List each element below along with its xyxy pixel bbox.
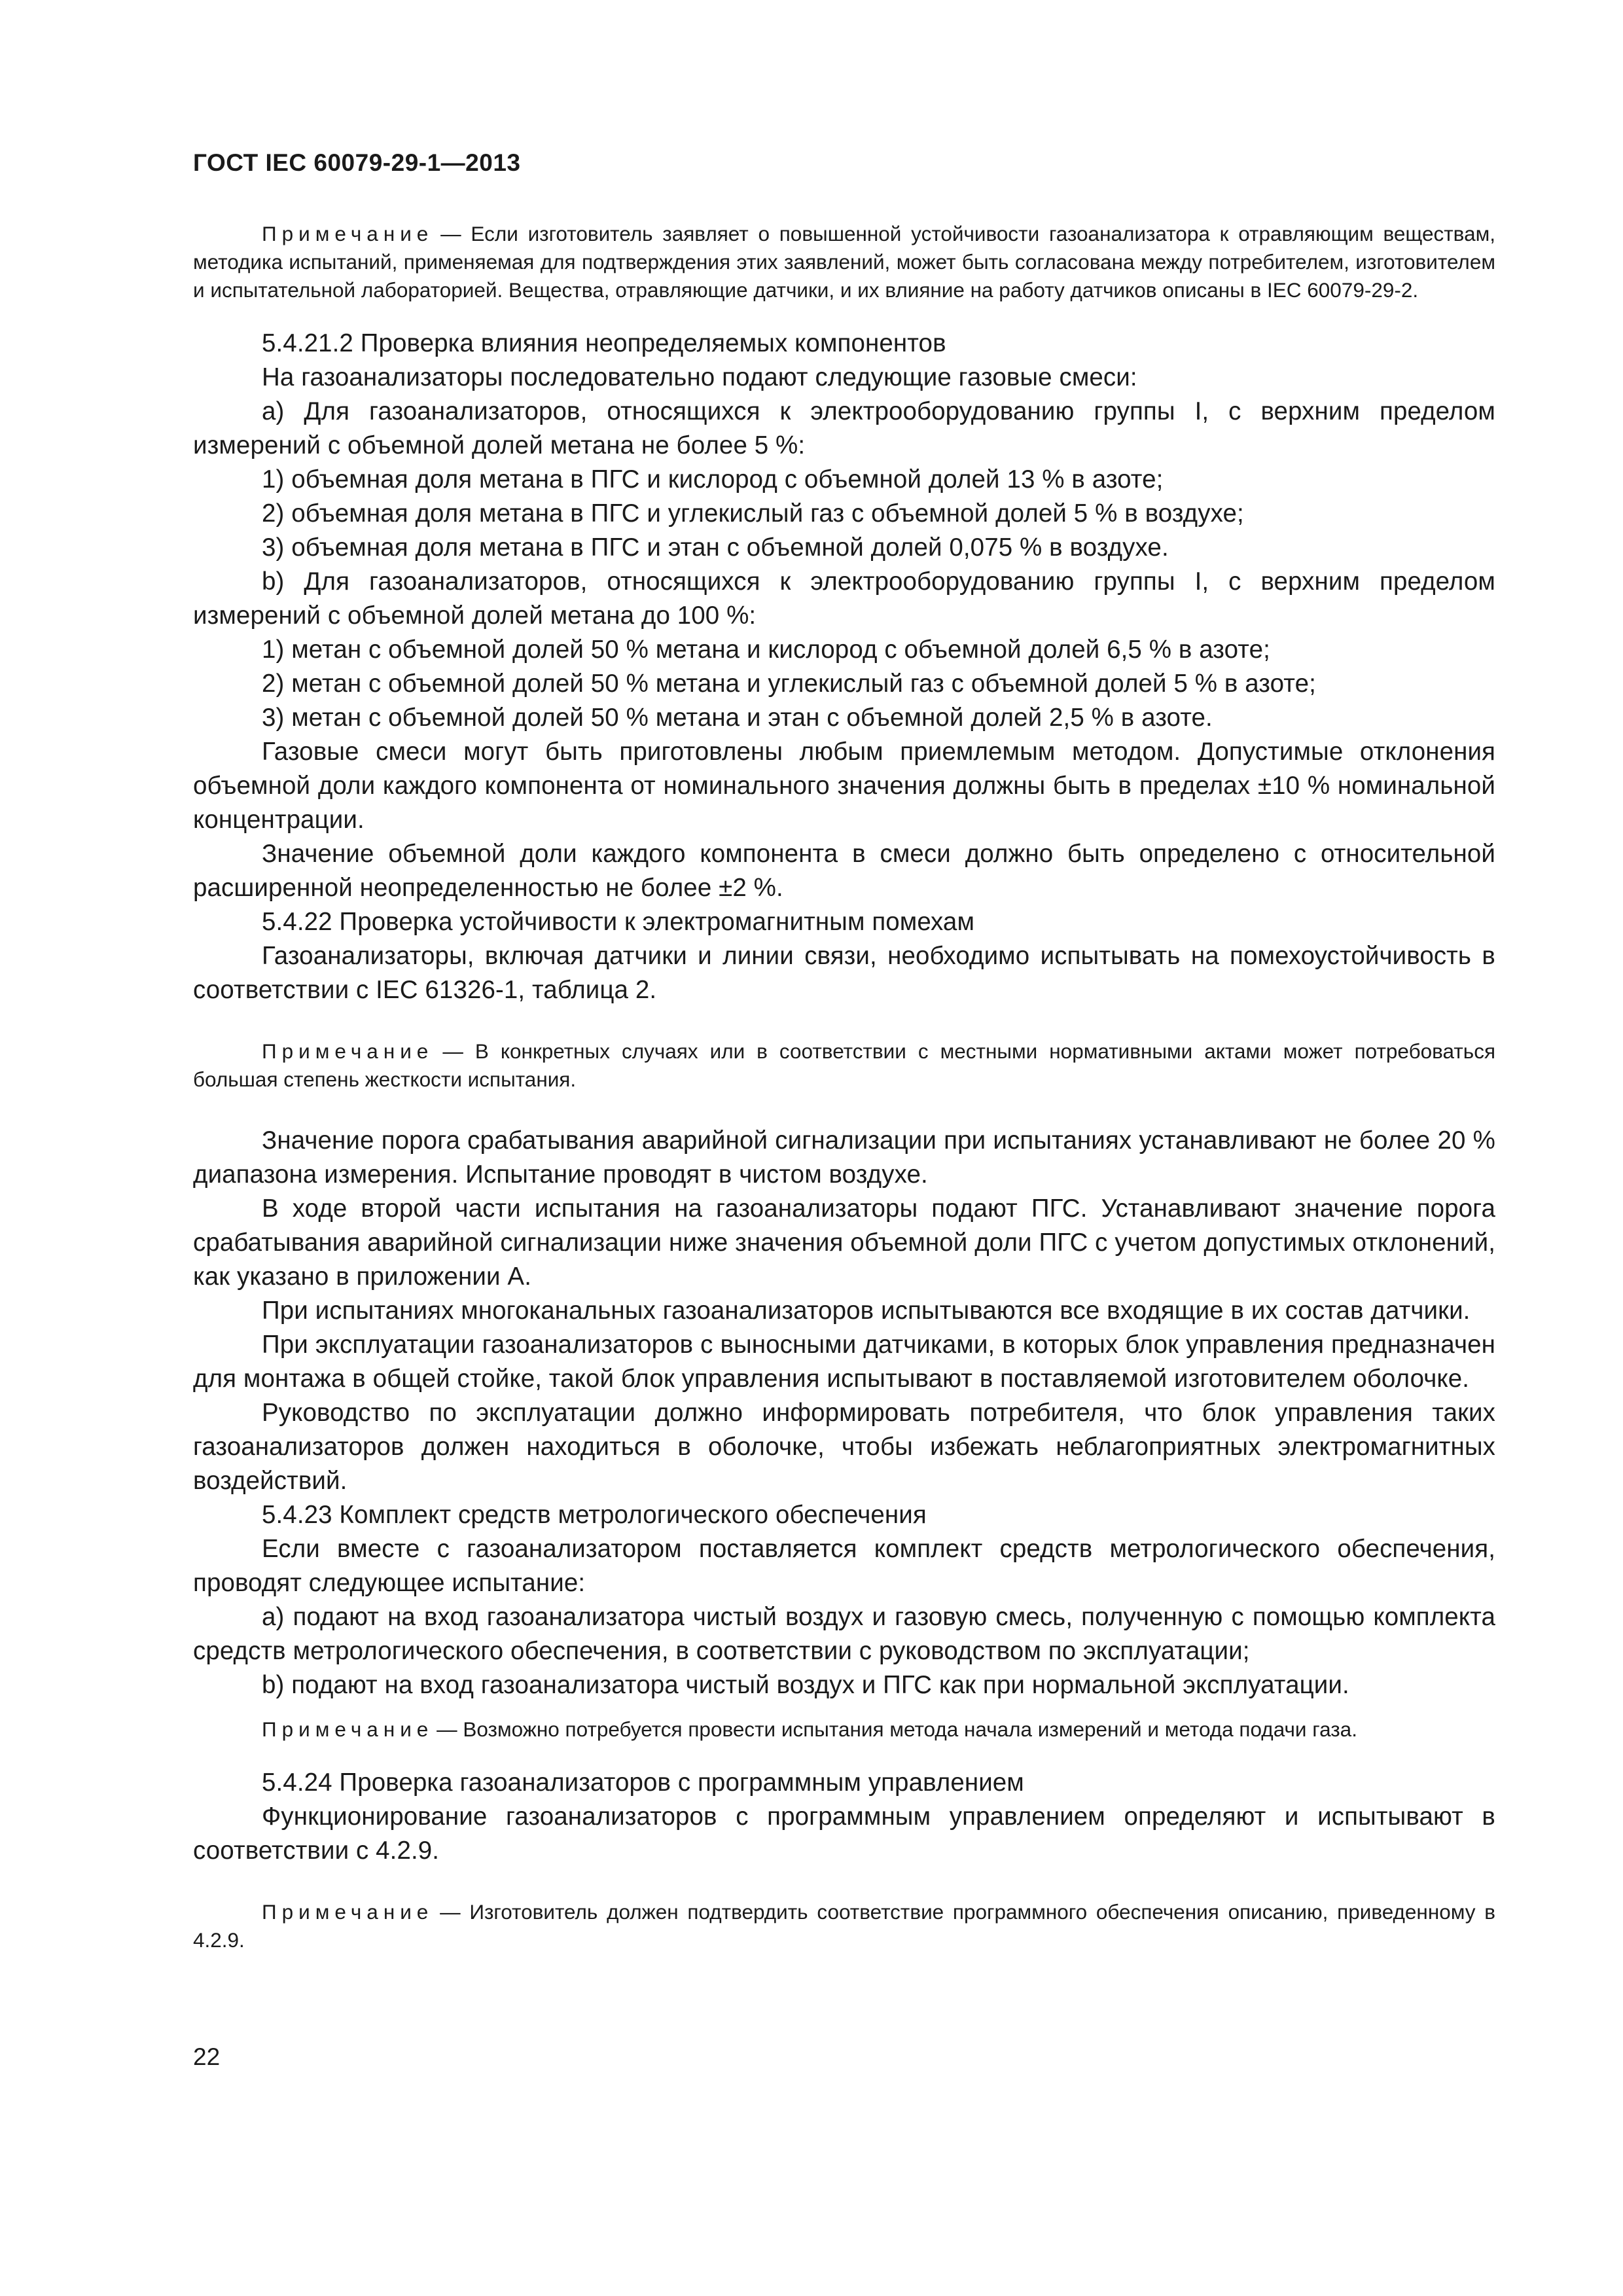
- note-label: Примечание: [262, 1039, 434, 1063]
- paragraph: Значение порога срабатывания аварийной сигнализации при испытаниях устанавливают не более 20 % диапазона измерения. Испытание проводят в чистом воздухе.: [193, 1126, 1495, 1189]
- note-text: — Если изготовитель заявляет о повышенной устойчивости газоанализатора к отравляющим веществам, методика испытаний, применяемая для подтверждения этих заявлений, может быть согласована между потребителем, изготовителем и испытательной лабораторией. Вещества, отравляющие датчики, и их влияние на работу датчиков описаны в IEC 60079-29-2.: [193, 222, 1495, 302]
- document-body: [193, 220, 1495, 1954]
- list-item: a) подают на вход газоанализатора чистый воздух и газовую смесь, полученную с помощью комплекта средств метрологического обеспечения, в соответствии с руководством по эксплуатации;: [193, 1603, 1495, 1665]
- paragraph: Руководство по эксплуатации должно информировать потребителя, что блок управления таких газоанализаторов должен находиться в оболочке, чтобы избежать неблагоприятных электромагнитных воздействий.: [193, 1399, 1495, 1495]
- section-heading-5-4-21-2: 5.4.21.2 Проверка влияния неопределяемых компонентов: [262, 329, 946, 357]
- paragraph: Газоанализаторы, включая датчики и линии связи, необходимо испытывать на помехоустойчивость в соответствии с IEC 61326-1, таблица 2.: [193, 942, 1495, 1004]
- list-item: b) подают на вход газоанализатора чистый воздух и ПГС как при нормальной эксплуатации.: [262, 1671, 1349, 1699]
- section-heading-5-4-22: 5.4.22 Проверка устойчивости к электромагнитным помехам: [262, 908, 975, 936]
- list-item: 3) метан с объемной долей 50 % метана и этан с объемной долей 2,5 % в азоте.: [262, 704, 1213, 732]
- list-item: a) Для газоанализаторов, относящихся к электрооборудованию группы I, с верхним пределом измерений с объемной долей метана не более 5 %:: [193, 397, 1495, 459]
- list-item: 2) объемная доля метана в ПГС и углекислый газ с объемной долей 5 % в воздухе;: [262, 499, 1244, 528]
- page-number: 22: [193, 2043, 221, 2070]
- note-label: Примечание: [262, 222, 434, 245]
- note-4: [193, 1898, 1495, 1954]
- note-text: — В конкретных случаях или в соответствии с местными нормативными актами может потребоваться большая степень жесткости испытания.: [193, 1039, 1495, 1091]
- list-item: 3) объемная доля метана в ПГС и этан с объемной долей 0,075 % в воздухе.: [262, 533, 1169, 562]
- note-label: Примечание: [262, 1717, 434, 1741]
- note-text: — Возможно потребуется провести испытания метода начала измерений и метода подачи газа.: [437, 1717, 1357, 1741]
- section-heading-5-4-24: 5.4.24 Проверка газоанализаторов с программным управлением: [262, 1768, 1024, 1797]
- paragraph: Функционирование газоанализаторов с программным управлением определяют и испытывают в соответствии с 4.2.9.: [193, 1803, 1495, 1865]
- paragraph: На газоанализаторы последовательно подают следующие газовые смеси:: [262, 363, 1137, 391]
- section-heading-5-4-23: 5.4.23 Комплект средств метрологического обеспечения: [262, 1501, 927, 1529]
- document-header: ГОСТ IEC 60079-29-1—2013: [193, 149, 521, 176]
- note-1: [193, 220, 1495, 304]
- list-item: 1) объемная доля метана в ПГС и кислород с объемной долей 13 % в азоте;: [262, 465, 1164, 493]
- note-3: [193, 1715, 1495, 1744]
- list-item: 2) метан с объемной долей 50 % метана и углекислый газ с объемной долей 5 % в азоте;: [262, 670, 1316, 698]
- note-2: [193, 1037, 1495, 1094]
- paragraph: В ходе второй части испытания на газоанализаторы подают ПГС. Устанавливают значение порога срабатывания аварийной сигнализации ниже значения объемной доли ПГС с учетом допустимых отклонений, как указано в приложении А.: [193, 1194, 1495, 1291]
- paragraph: Газовые смеси могут быть приготовлены любым приемлемым методом. Допустимые отклонения объемной доли каждого компонента от номинального значения должны быть в пределах ±10 % номинальной концентрации.: [193, 738, 1495, 834]
- paragraph: Значение объемной доли каждого компонента в смеси должно быть определено с относительной расширенной неопределенностью не более ±2 %.: [193, 840, 1495, 902]
- list-item: 1) метан с объемной долей 50 % метана и кислород с объемной долей 6,5 % в азоте;: [262, 636, 1270, 664]
- note-label: Примечание: [262, 1900, 434, 1924]
- paragraph: При испытаниях многоканальных газоанализаторов испытываются все входящие в их состав датчики.: [262, 1297, 1471, 1325]
- list-item: b) Для газоанализаторов, относящихся к электрооборудованию группы I, с верхним пределом измерений с объемной долей метана до 100 %:: [193, 567, 1495, 630]
- paragraph: Если вместе с газоанализатором поставляется комплект средств метрологического обеспечения, проводят следующее испытание:: [193, 1535, 1495, 1597]
- paragraph: При эксплуатации газоанализаторов с выносными датчиками, в которых блок управления предназначен для монтажа в общей стойке, такой блок управления испытывают в поставляемой изготовителем оболочке.: [193, 1331, 1495, 1393]
- note-text: — Изготовитель должен подтвердить соответствие программного обеспечения описанию, приведенному в 4.2.9.: [193, 1900, 1495, 1952]
